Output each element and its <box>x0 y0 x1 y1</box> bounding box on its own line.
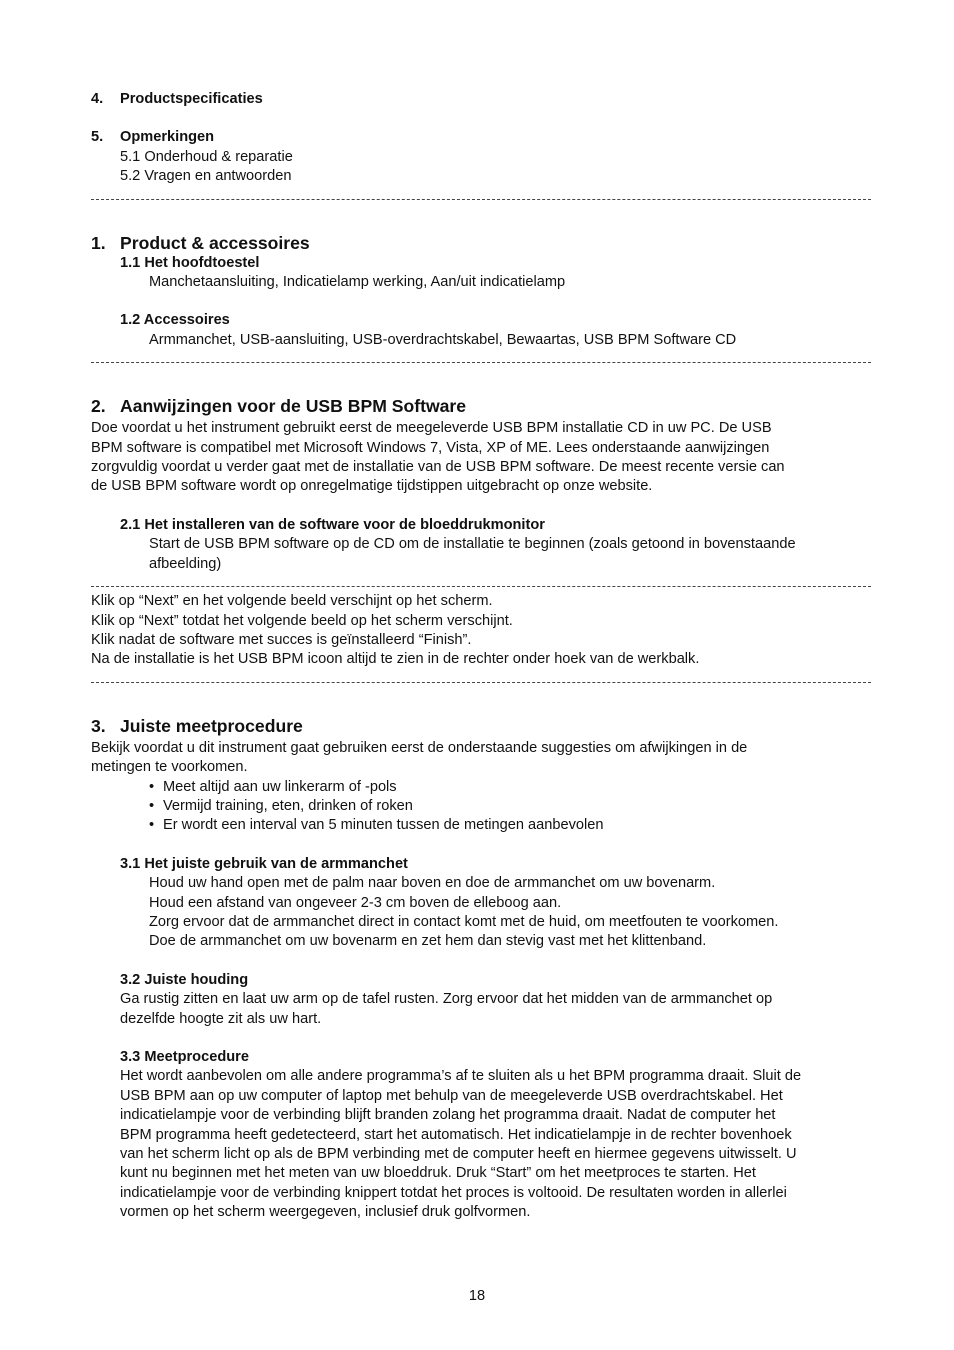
subsection-3-3-heading: 3.3 Meetprocedure <box>120 1049 249 1065</box>
section-2-heading: 2. Aanwijzingen voor de USB BPM Software <box>91 396 467 417</box>
suggestion-list <box>91 778 871 836</box>
section-1-heading: 1. Product & accessoires <box>91 232 310 253</box>
list-item: • Meet altijd aan uw linkerarm of -pols <box>91 778 871 797</box>
subsection-2-1-text: Start de USB BPM software op de CD om de installatie te beginnen (zoals getoond in bovenstaande afbeelding) <box>149 536 796 572</box>
section-3-heading: 3. Juiste meetprocedure <box>91 715 303 736</box>
subsection-2-1-heading: 2.1 Het installeren van de software voor de bloeddrukmonitor <box>120 516 545 533</box>
document-page <box>91 90 871 1223</box>
list-item: • Vermijd training, eten, drinken of roken <box>91 797 871 816</box>
page-number: 18 <box>468 1288 486 1304</box>
toc-sub-5-2: 5.2 Vragen en antwoorden <box>120 168 292 185</box>
subsection-1-1-heading: 1.1 Het hoofdtoestel <box>120 254 260 271</box>
toc-sub-5-1: 5.1 Onderhoud & reparatie <box>120 148 293 165</box>
toc-item-5: 5. Opmerkingen <box>91 129 215 146</box>
toc-item-4: 4. Productspecificaties <box>91 91 263 107</box>
subsection-3-2-heading: 3.2 Juiste houding <box>120 971 249 988</box>
subsection-3-3-text: Het wordt aanbevolen om alle andere programma’s af te sluiten als u het BPM programma draait. Sluit de USB BPM aan op uw computer of laptop met behulp van de meegeleverde USB overdrachtskabel. Het indicatielampje voor de verbinding blijft branden zolang het programma draait. Nadat de computer het BPM programma heeft gedetecteerd, start het automatisch. Het indicatielampje in de rechter bovenhoek van het scherm licht op als de BPM verbinding met de computer heeft en hiermee gegevens uitwisselt. U kunt nu beginnen met het meten van uw bloeddruk. Druk “Start” om het meetproces te starten. Het indicatielampje voor de verbinding knippert totdat het proces is voltooid. De resultaten worden in allerlei vormen op het scherm weergegeven, inclusief druk golfvormen. <box>120 1068 802 1221</box>
divider <box>91 586 871 587</box>
section-2-intro: Doe voordat u het instrument gebruikt eerst de meegeleverde USB BPM installatie CD in uw PC. De USB BPM software is compatibel met Microsoft Windows 7, Vista, XP of ME. Lees onderstaande aanwijzingen zorgvuldig voordat u verder gaat met de installatie van de USB BPM software. De meest recente versie can de USB BPM software wordt op onregelmatige tijdstippen uitgebracht op onze website. <box>91 420 785 495</box>
section-3-intro: Bekijk voordat u dit instrument gaat gebruiken eerst de onderstaande suggesties om afwijkingen in de metingen te voorkomen. <box>91 739 748 776</box>
list-item: • Er wordt een interval van 5 minuten tussen de metingen aanbevolen <box>91 816 871 835</box>
subsection-3-2-text: Ga rustig zitten en laat uw arm op de tafel rusten. Zorg ervoor dat het midden van de armmanchet op dezelfde hoogte zit als uw hart. <box>120 991 773 1027</box>
subsection-1-2-text: Armmanchet, USB-aansluiting, USB-overdrachtskabel, Bewaartas, USB BPM Software CD <box>149 331 737 348</box>
subsection-3-1-text: Houd uw hand open met de palm naar boven en doe de armmanchet om uw bovenarm. Houd een afstand van ongeveer 2-3 cm boven de elleboog aan. Zorg ervoor dat de armmanchet direct in contact komt met de huid, om meetfouten te voorkomen. Doe de armmanchet om uw bovenarm en zet hem dan stevig vast met het klittenband. <box>149 875 779 950</box>
install-steps: Klik op “Next” en het volgende beeld verschijnt op het scherm. Klik op “Next” totdat het volgende beeld op het scherm verschijnt. Klik nadat de software met succes is geïnstalleerd “Finish”. Na de installatie is het USB BPM icoon altijd te zien in de rechter onder hoek van de werkbalk. <box>91 593 700 668</box>
subsection-3-1-heading: 3.1 Het juiste gebruik van de armmanchet <box>120 855 408 872</box>
subsection-1-1-text: Manchetaansluiting, Indicatielamp werking, Aan/uit indicatielamp <box>149 274 566 291</box>
subsection-1-2-heading: 1.2 Accessoires <box>120 312 230 329</box>
